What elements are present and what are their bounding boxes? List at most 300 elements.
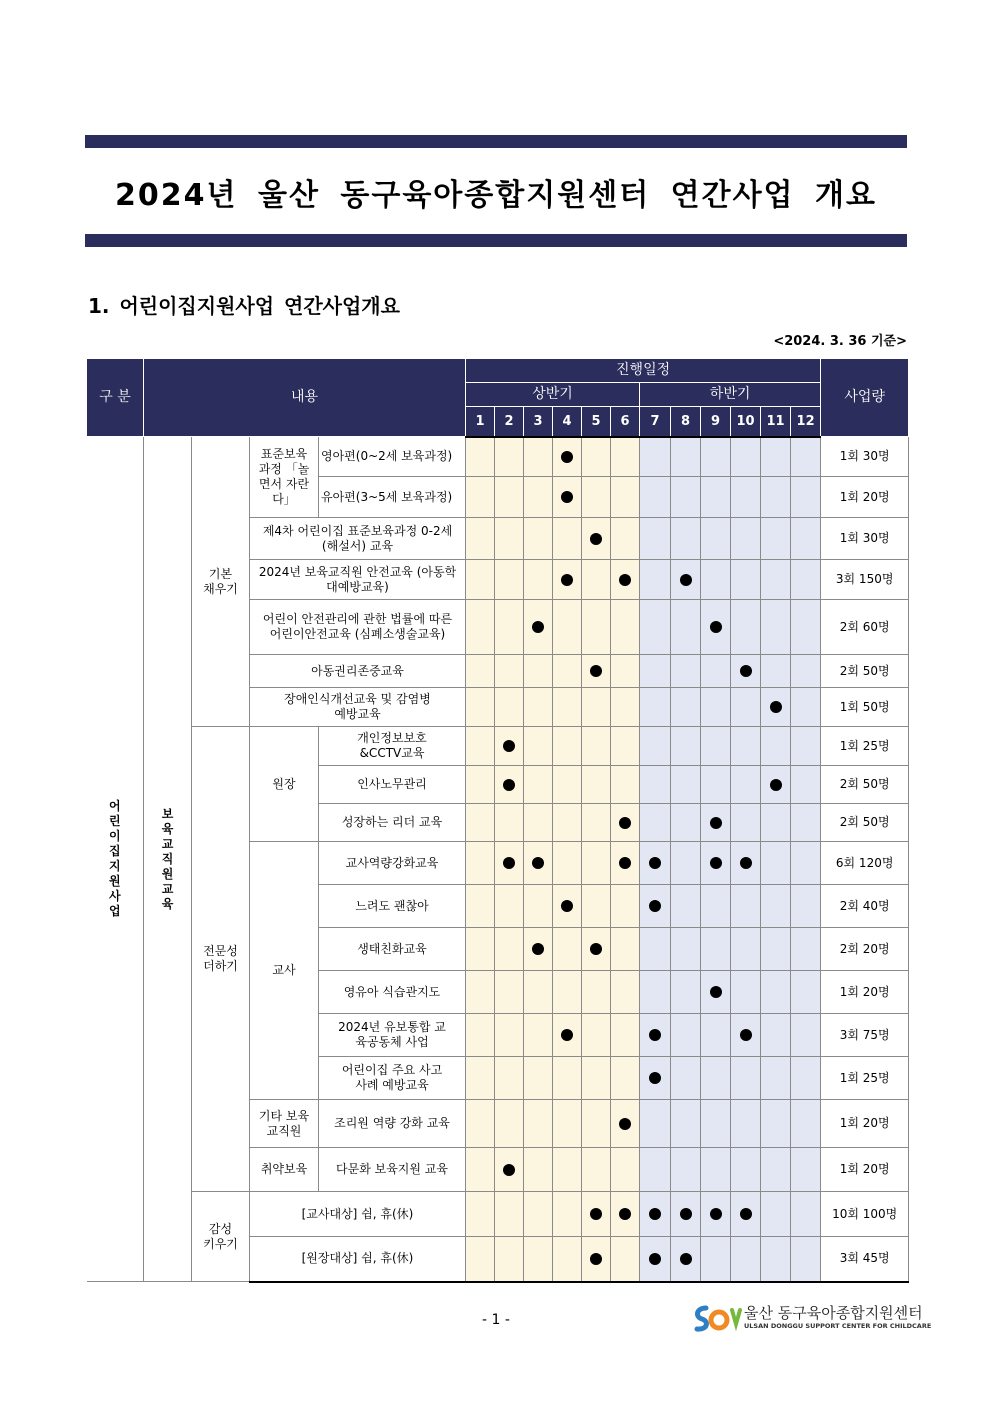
month-cell [524, 928, 553, 971]
month-cell [761, 928, 791, 971]
schedule-dot-icon [503, 1164, 515, 1176]
month-cell [524, 971, 553, 1014]
org-name-en: ULSAN DONGGU SUPPORT CENTER FOR CHILDCARE [744, 1322, 932, 1330]
month-cell [524, 842, 553, 885]
month-cell [466, 766, 495, 804]
month-cell [791, 804, 821, 842]
month-cell [671, 655, 701, 688]
month-cell [791, 885, 821, 928]
month-cell [582, 766, 611, 804]
month-cell [466, 1148, 495, 1192]
schedule-dot-icon [740, 1208, 752, 1220]
amount-cell: 10회 100명 [821, 1192, 909, 1237]
month-cell [466, 1100, 495, 1148]
month-cell [466, 518, 495, 560]
month-cell [611, 928, 640, 971]
amount-cell: 1회 25명 [821, 727, 909, 766]
month-cell [524, 1057, 553, 1100]
month-cell [582, 560, 611, 600]
footer-logo [692, 1302, 932, 1338]
month-cell [611, 1057, 640, 1100]
month-header: 2 [495, 407, 524, 437]
month-cell [671, 1148, 701, 1192]
month-cell [582, 437, 611, 477]
schedule-dot-icon [770, 701, 782, 713]
amount-cell: 2회 50명 [821, 804, 909, 842]
schedule-dot-icon [710, 817, 722, 829]
amount-cell: 2회 20명 [821, 928, 909, 971]
month-cell [553, 1237, 582, 1282]
header-volume: 사업량 [821, 359, 909, 437]
month-cell [582, 1014, 611, 1057]
month-cell [701, 600, 731, 655]
month-cell [731, 600, 761, 655]
month-cell [791, 928, 821, 971]
month-cell [582, 518, 611, 560]
month-cell [524, 766, 553, 804]
month-cell [640, 1237, 671, 1282]
month-cell [791, 437, 821, 477]
month-cell [671, 727, 701, 766]
month-cell [791, 560, 821, 600]
month-cell [701, 1057, 731, 1100]
month-cell [671, 1014, 701, 1057]
month-cell [611, 766, 640, 804]
amount-cell: 1회 20명 [821, 1148, 909, 1192]
month-cell [553, 600, 582, 655]
schedule-dot-icon [710, 857, 722, 869]
month-cell [524, 804, 553, 842]
schedule-dot-icon [561, 574, 573, 586]
schedule-dot-icon [740, 1029, 752, 1041]
month-cell [671, 1192, 701, 1237]
month-cell [731, 1237, 761, 1282]
month-cell [731, 885, 761, 928]
schedule-dot-icon [619, 574, 631, 586]
month-cell [582, 688, 611, 727]
month-cell [611, 477, 640, 518]
schedule-dot-icon [590, 533, 602, 545]
month-cell [611, 727, 640, 766]
month-cell [761, 1237, 791, 1282]
month-cell [761, 727, 791, 766]
month-cell [582, 1057, 611, 1100]
header-schedule: 진행일정 [466, 359, 821, 383]
month-cell [466, 1057, 495, 1100]
month-cell [701, 928, 731, 971]
month-cell [611, 655, 640, 688]
schedule-dot-icon [770, 779, 782, 791]
month-cell [731, 655, 761, 688]
item-cell: 교사역량강화교육 [319, 842, 466, 885]
month-cell [553, 885, 582, 928]
schedule-dot-icon [590, 1208, 602, 1220]
month-cell [731, 928, 761, 971]
month-cell [582, 804, 611, 842]
month-cell [731, 1192, 761, 1237]
item-cell: 느려도 괜찮아 [319, 885, 466, 928]
month-cell [671, 804, 701, 842]
month-cell [611, 842, 640, 885]
month-cell [466, 1014, 495, 1057]
group-teacher: 교사 [250, 842, 319, 1100]
item-cell: [원장대상] 쉼, 휴(休) [250, 1237, 466, 1282]
amount-cell: 1회 50명 [821, 688, 909, 727]
schedule-dot-icon [619, 857, 631, 869]
month-header: 11 [761, 407, 791, 437]
schedule-dot-icon [503, 740, 515, 752]
month-cell [671, 560, 701, 600]
month-cell [731, 1100, 761, 1148]
month-cell [761, 518, 791, 560]
month-cell [582, 477, 611, 518]
month-cell [701, 688, 731, 727]
month-cell [791, 727, 821, 766]
header-first-half: 상반기 [466, 383, 640, 407]
month-cell [761, 842, 791, 885]
month-cell [701, 971, 731, 1014]
schedule-dot-icon [710, 986, 722, 998]
month-cell [611, 600, 640, 655]
month-cell [582, 1100, 611, 1148]
month-cell [731, 971, 761, 1014]
month-cell [671, 1057, 701, 1100]
month-cell [701, 655, 731, 688]
item-cell: 장애인식개선교육 및 감염병예방교육 [250, 688, 466, 727]
schedule-dot-icon [590, 943, 602, 955]
amount-cell: 3회 150명 [821, 560, 909, 600]
month-cell [553, 766, 582, 804]
schedule-dot-icon [710, 1208, 722, 1220]
month-cell [466, 971, 495, 1014]
month-cell [466, 727, 495, 766]
month-cell [671, 928, 701, 971]
month-cell [761, 600, 791, 655]
month-cell [701, 842, 731, 885]
title-top-bar [85, 135, 907, 148]
month-cell [701, 804, 731, 842]
month-cell [495, 971, 524, 1014]
schedule-dot-icon [561, 491, 573, 503]
group-l1: 어린이집지원사업 [87, 437, 144, 1282]
item-cell: 어린이 안전관리에 관한 법률에 따른 어린이안전교육 (심폐소생술교육) [250, 600, 466, 655]
month-cell [640, 766, 671, 804]
amount-cell: 6회 120명 [821, 842, 909, 885]
month-cell [640, 804, 671, 842]
schedule-dot-icon [503, 857, 515, 869]
month-cell [761, 560, 791, 600]
month-cell [611, 971, 640, 1014]
month-cell [701, 560, 731, 600]
header-content: 내용 [144, 359, 466, 437]
month-cell [701, 1148, 731, 1192]
month-cell [701, 437, 731, 477]
group-director: 원장 [250, 727, 319, 842]
month-header: 5 [582, 407, 611, 437]
month-cell [582, 1192, 611, 1237]
month-cell [640, 477, 671, 518]
month-cell [495, 1057, 524, 1100]
month-cell [524, 1192, 553, 1237]
month-cell [466, 804, 495, 842]
month-cell [466, 600, 495, 655]
schedule-dot-icon [619, 817, 631, 829]
month-cell [761, 885, 791, 928]
month-cell [701, 518, 731, 560]
month-cell [611, 437, 640, 477]
month-cell [582, 971, 611, 1014]
month-cell [701, 727, 731, 766]
item-cell: 영아편(0~2세 보육과정) [319, 437, 466, 477]
month-cell [466, 437, 495, 477]
month-cell [761, 1148, 791, 1192]
month-cell [640, 885, 671, 928]
month-cell [731, 766, 761, 804]
month-cell [524, 1014, 553, 1057]
month-cell [466, 655, 495, 688]
amount-cell: 1회 20명 [821, 971, 909, 1014]
schedule-dot-icon [561, 1029, 573, 1041]
schedule-dot-icon [619, 1208, 631, 1220]
month-cell [553, 1057, 582, 1100]
group-expert: 전문성 더하기 [192, 727, 250, 1192]
amount-cell: 2회 40명 [821, 885, 909, 928]
month-cell [791, 1014, 821, 1057]
month-cell [611, 885, 640, 928]
schedule-dot-icon [710, 621, 722, 633]
schedule-dot-icon [561, 900, 573, 912]
schedule-dot-icon [649, 857, 661, 869]
schedule-dot-icon [740, 857, 752, 869]
month-cell [611, 804, 640, 842]
month-cell [524, 560, 553, 600]
month-cell [553, 842, 582, 885]
month-cell [553, 560, 582, 600]
section-title: 1. 어린이집지원사업 연간사업개요 [88, 294, 400, 318]
month-cell [731, 688, 761, 727]
month-cell [761, 688, 791, 727]
month-header: 1 [466, 407, 495, 437]
month-cell [640, 1192, 671, 1237]
month-cell [640, 1057, 671, 1100]
month-cell [495, 885, 524, 928]
month-cell [553, 655, 582, 688]
month-cell [731, 437, 761, 477]
month-cell [671, 688, 701, 727]
month-header: 3 [524, 407, 553, 437]
month-header: 9 [701, 407, 731, 437]
item-cell: 생태친화교육 [319, 928, 466, 971]
month-cell [640, 437, 671, 477]
month-cell [640, 727, 671, 766]
month-cell [553, 971, 582, 1014]
month-cell [791, 842, 821, 885]
month-cell [553, 477, 582, 518]
month-cell [701, 1014, 731, 1057]
schedule-dot-icon [532, 943, 544, 955]
amount-cell: 3회 75명 [821, 1014, 909, 1057]
header-category: 구 분 [87, 359, 144, 437]
month-cell [466, 560, 495, 600]
month-cell [671, 437, 701, 477]
schedule-dot-icon [649, 1072, 661, 1084]
month-cell [495, 437, 524, 477]
month-cell [524, 477, 553, 518]
month-cell [495, 1014, 524, 1057]
schedule-dot-icon [649, 1253, 661, 1265]
amount-cell: 1회 20명 [821, 477, 909, 518]
month-cell [495, 727, 524, 766]
group-emotion: 감성 키우기 [192, 1192, 250, 1282]
month-cell [495, 518, 524, 560]
month-cell [553, 518, 582, 560]
month-cell [524, 655, 553, 688]
month-cell [761, 804, 791, 842]
schedule-dot-icon [532, 857, 544, 869]
month-cell [731, 477, 761, 518]
month-cell [553, 804, 582, 842]
month-cell [761, 1057, 791, 1100]
month-cell [640, 842, 671, 885]
month-cell [701, 1237, 731, 1282]
month-cell [791, 655, 821, 688]
month-cell [731, 804, 761, 842]
item-cell: 어린이집 주요 사고사례 예방교육 [319, 1057, 466, 1100]
month-cell [701, 1192, 731, 1237]
schedule-dot-icon [680, 1208, 692, 1220]
month-cell [611, 1148, 640, 1192]
month-cell [495, 1100, 524, 1148]
month-cell [466, 1192, 495, 1237]
month-cell [524, 688, 553, 727]
month-cell [761, 437, 791, 477]
schedule-dot-icon [740, 665, 752, 677]
month-cell [731, 560, 761, 600]
month-cell [791, 477, 821, 518]
month-cell [611, 1192, 640, 1237]
header-second-half: 하반기 [640, 383, 821, 407]
month-cell [731, 842, 761, 885]
amount-cell: 1회 30명 [821, 437, 909, 477]
month-cell [524, 600, 553, 655]
month-cell [731, 518, 761, 560]
month-cell [791, 518, 821, 560]
month-cell [495, 766, 524, 804]
month-cell [671, 971, 701, 1014]
month-cell [640, 971, 671, 1014]
month-cell [671, 842, 701, 885]
month-cell [582, 885, 611, 928]
month-cell [466, 885, 495, 928]
month-cell [791, 1237, 821, 1282]
page-number: - 1 - [482, 1312, 510, 1328]
month-cell [553, 1148, 582, 1192]
month-header: 7 [640, 407, 671, 437]
schedule-dot-icon [503, 779, 515, 791]
month-cell [640, 518, 671, 560]
month-cell [761, 971, 791, 1014]
month-cell [524, 437, 553, 477]
month-cell [791, 1192, 821, 1237]
month-header: 10 [731, 407, 761, 437]
month-cell [582, 928, 611, 971]
month-cell [671, 885, 701, 928]
group-standard-course: 표준보육 과정 「놀면서 자란다」 [250, 437, 319, 518]
month-cell [495, 928, 524, 971]
title-bottom-bar [85, 234, 907, 247]
month-cell [553, 928, 582, 971]
item-cell: 영유아 식습관지도 [319, 971, 466, 1014]
month-cell [791, 971, 821, 1014]
amount-cell: 1회 20명 [821, 1100, 909, 1148]
page-title: 2024년 울산 동구육아종합지원센터 연간사업 개요 [115, 178, 877, 213]
org-name-ko: 울산 동구육아종합지원센터 [744, 1304, 923, 1322]
month-cell [671, 1237, 701, 1282]
month-cell [640, 1014, 671, 1057]
month-cell [640, 655, 671, 688]
month-cell [671, 477, 701, 518]
month-cell [701, 766, 731, 804]
schedule-dot-icon [590, 665, 602, 677]
month-cell [582, 842, 611, 885]
month-cell [524, 518, 553, 560]
month-header: 12 [791, 407, 821, 437]
month-cell [553, 727, 582, 766]
month-cell [761, 477, 791, 518]
month-cell [466, 688, 495, 727]
schedule-dot-icon [649, 1208, 661, 1220]
item-cell: 유아편(3~5세 보육과정) [319, 477, 466, 518]
group-vulnerable: 취약보육 [250, 1148, 319, 1192]
month-cell [495, 655, 524, 688]
month-cell [791, 688, 821, 727]
month-cell [495, 1192, 524, 1237]
month-cell [553, 1192, 582, 1237]
month-cell [495, 842, 524, 885]
month-cell [731, 1014, 761, 1057]
amount-cell: 2회 50명 [821, 766, 909, 804]
month-cell [791, 1057, 821, 1100]
month-cell [671, 518, 701, 560]
month-cell [701, 477, 731, 518]
org-logo-icon [692, 1304, 742, 1334]
month-cell [495, 477, 524, 518]
month-cell [553, 688, 582, 727]
month-cell [731, 727, 761, 766]
month-cell [791, 600, 821, 655]
month-cell [466, 1237, 495, 1282]
basis-date: <2024. 3. 36 기준> [773, 334, 907, 349]
month-cell [611, 688, 640, 727]
month-cell [524, 1148, 553, 1192]
item-cell: 아동권리존중교육 [250, 655, 466, 688]
month-cell [524, 1100, 553, 1148]
month-cell [640, 600, 671, 655]
item-cell: 성장하는 리더 교육 [319, 804, 466, 842]
month-cell [495, 688, 524, 727]
item-cell: [교사대상] 쉼, 휴(休) [250, 1192, 466, 1237]
month-cell [524, 885, 553, 928]
item-cell: 인사노무관리 [319, 766, 466, 804]
month-cell [466, 928, 495, 971]
amount-cell: 1회 25명 [821, 1057, 909, 1100]
schedule-table [86, 358, 909, 1283]
month-cell [731, 1148, 761, 1192]
schedule-dot-icon [561, 451, 573, 463]
schedule-dot-icon [680, 1253, 692, 1265]
month-cell [466, 477, 495, 518]
month-cell [582, 1237, 611, 1282]
